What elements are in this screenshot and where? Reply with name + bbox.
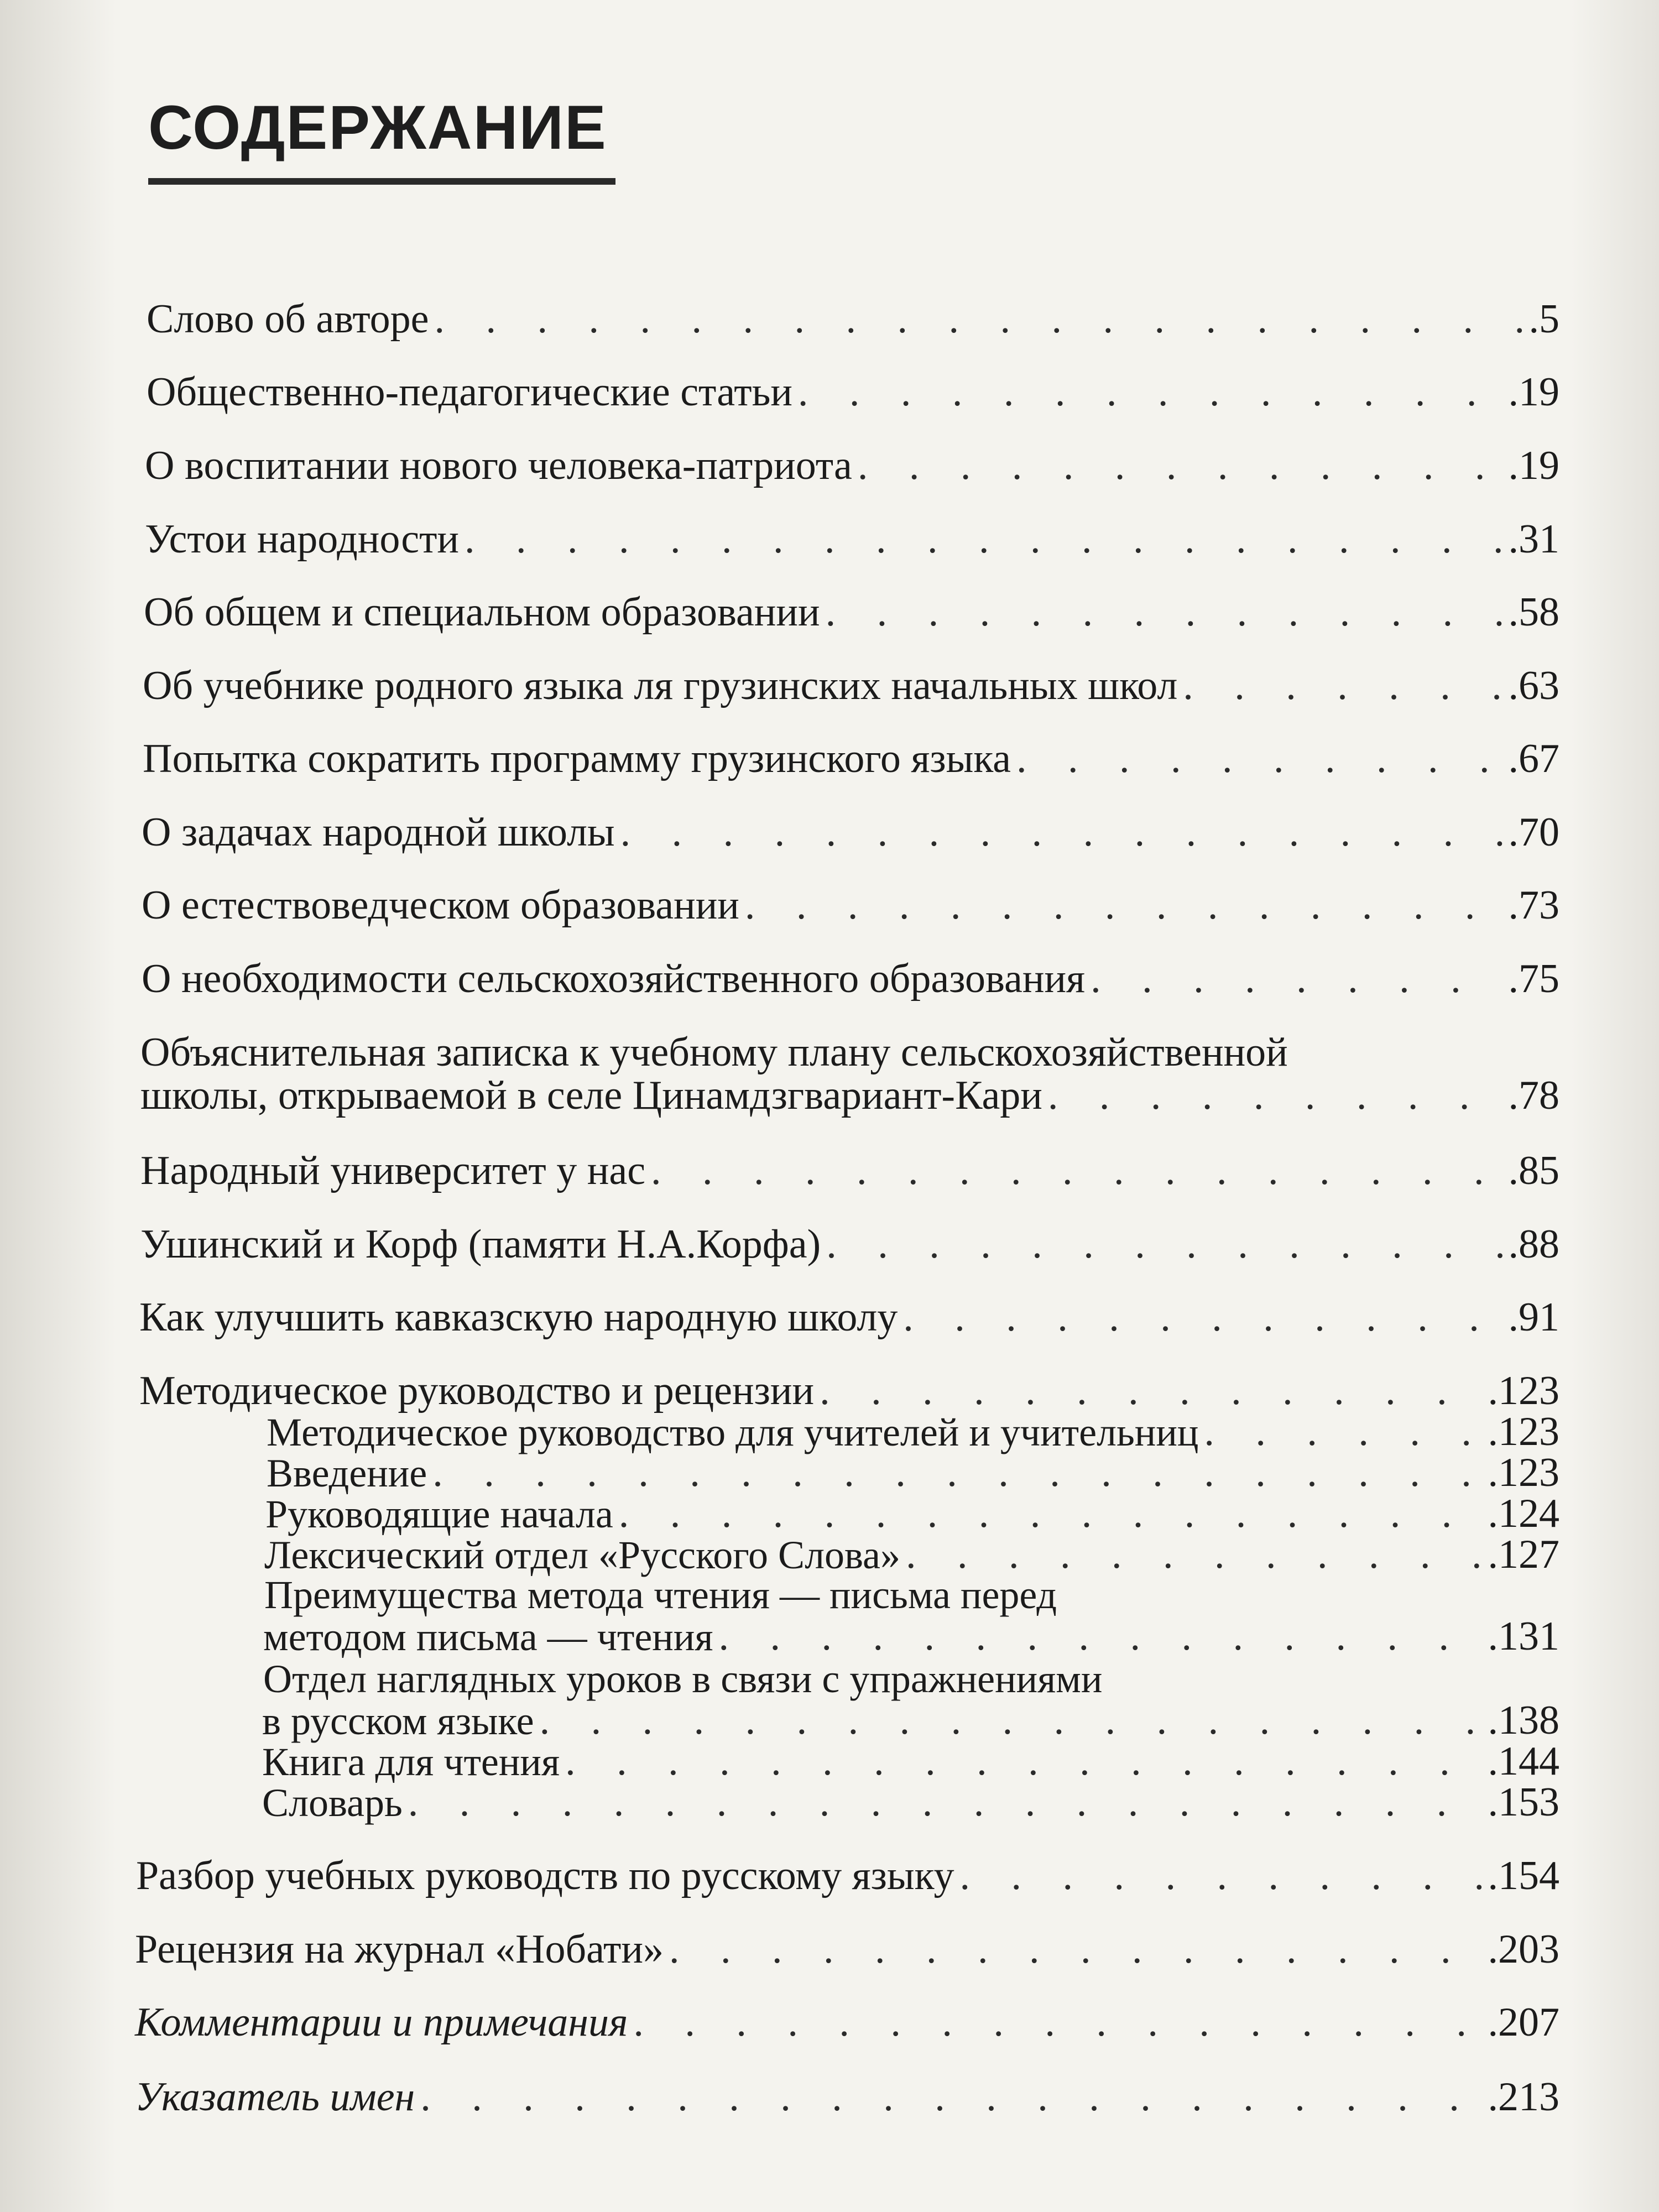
toc-entry-title: Об общем и специальном образовании	[144, 589, 820, 635]
toc-entry-page: .85	[1508, 1148, 1559, 1193]
toc-subentry	[267, 1411, 1559, 1452]
toc-entry-page: .70	[1508, 810, 1559, 855]
toc-entry-title: Об учебнике родного языка ля грузинских начальных школ	[143, 663, 1178, 708]
dot-leader	[420, 2077, 1482, 2117]
toc-entry-title: Объяснительная записка к учебному плану сельскохозяйственной	[140, 1030, 1288, 1075]
toc-subentry-title: Преимущества метода чтения — письма перед	[264, 1573, 1057, 1617]
toc-subentry	[263, 1616, 1559, 1657]
toc-subentry	[265, 1493, 1559, 1534]
page-title: СОДЕРЖАНИЕ	[148, 93, 607, 162]
toc-entry-page: .78	[1508, 1073, 1559, 1118]
dot-leader	[1091, 958, 1503, 999]
dot-leader	[651, 1150, 1503, 1191]
toc-entry	[139, 1297, 1559, 1338]
toc-entry	[142, 958, 1559, 999]
toc-subentry	[264, 1575, 1559, 1615]
toc-subentry	[262, 1782, 1559, 1823]
dot-leader	[798, 372, 1503, 413]
dot-leader	[465, 519, 1503, 560]
toc-entry	[135, 2002, 1559, 2043]
toc-entry	[139, 1370, 1559, 1411]
toc-subentry-title: Словарь	[262, 1781, 403, 1825]
toc-entry	[140, 1150, 1559, 1191]
toc-entry	[140, 1224, 1559, 1265]
dot-leader	[745, 885, 1503, 926]
toc-subentry-page: .123	[1488, 1409, 1559, 1454]
dot-leader	[540, 1700, 1483, 1741]
toc-entry-title: Ушинский и Корф (памяти Н.А.Корфа)	[140, 1222, 821, 1267]
toc-entry	[143, 665, 1559, 706]
toc-subentry-title: Отдел наглядных уроков в связи с упражнениями	[263, 1657, 1103, 1701]
toc-entry-page: .67	[1508, 736, 1559, 781]
toc-entry-title: Слово об авторе	[147, 296, 429, 342]
dot-leader	[858, 445, 1503, 486]
toc-entry-page: .31	[1508, 517, 1559, 562]
toc-subentry	[263, 1659, 1559, 1699]
dot-leader	[826, 592, 1503, 633]
toc-entry-title: Народный университет у нас	[140, 1148, 646, 1193]
dot-leader	[906, 1534, 1483, 1575]
toc-entry	[143, 738, 1559, 779]
toc-entry-page: .73	[1508, 883, 1559, 928]
dot-leader	[435, 299, 1524, 340]
toc-entry-title: Устои народности	[145, 517, 460, 562]
toc-subentry-page: .153	[1488, 1780, 1559, 1825]
toc-entry-page: .19	[1508, 369, 1559, 415]
toc-subentry-title: Книга для чтения	[262, 1740, 560, 1784]
dot-leader	[960, 1855, 1483, 1896]
toc-entry-title: О воспитании нового человека-патриота	[145, 443, 852, 488]
dot-leader	[620, 812, 1503, 853]
toc-entry	[147, 296, 1559, 342]
toc-entry-page: .75	[1508, 956, 1559, 1001]
toc-entry-title: Как улучшить кавказскую народную школу	[139, 1295, 898, 1340]
toc-entry-title: Указатель имен	[135, 2074, 415, 2120]
toc-subentry-page: .127	[1488, 1532, 1559, 1577]
toc-subentry-title: Руководящие начала	[265, 1492, 613, 1536]
toc-entry-page: .88	[1508, 1222, 1559, 1267]
toc-entry	[140, 1075, 1559, 1116]
dot-leader	[669, 1929, 1482, 1970]
toc-subentry-title-continued: в русском языке	[262, 1699, 534, 1743]
toc-entry	[140, 1032, 1559, 1073]
toc-subentry	[262, 1741, 1559, 1782]
toc-entry-title-continued: школы, открываемой в селе Цинамдзгвариант-Кари	[140, 1073, 1042, 1118]
toc-subentry-title: Методическое руководство для учителей и учительниц	[267, 1410, 1199, 1454]
toc-entry	[145, 519, 1559, 560]
dot-leader	[633, 2002, 1482, 2043]
toc-entry-title: О естествоведческом образовании	[142, 883, 739, 928]
toc-subentry-page: .123	[1488, 1450, 1559, 1495]
toc-entry	[142, 885, 1559, 926]
toc-entry-title: Общественно-педагогические статьи	[147, 369, 792, 415]
toc-entry	[135, 1929, 1559, 1970]
toc-subentry	[267, 1452, 1559, 1493]
toc-entry	[144, 589, 1559, 635]
dot-leader	[903, 1297, 1503, 1338]
toc-subentry-title-continued: методом письма — чтения	[263, 1615, 713, 1659]
toc-subentry-page: .144	[1488, 1739, 1559, 1784]
toc-subentry-page: .124	[1488, 1491, 1559, 1536]
toc-entry	[136, 1855, 1559, 1896]
dot-leader	[820, 1370, 1482, 1411]
dot-leader	[1183, 665, 1503, 706]
dot-leader	[1048, 1075, 1503, 1116]
dot-leader	[432, 1452, 1482, 1493]
dot-leader	[1204, 1411, 1482, 1452]
dot-leader	[408, 1782, 1483, 1823]
toc-subentry-page: .131	[1488, 1614, 1559, 1659]
toc-entry	[135, 2074, 1559, 2120]
dot-leader	[826, 1224, 1503, 1265]
toc-entry-title: Попытка сократить программу грузинского языка	[143, 736, 1011, 781]
toc-entry	[145, 445, 1559, 486]
toc-entry-title: Методическое руководство и рецензии	[139, 1368, 815, 1413]
toc-entry-page: .5	[1528, 296, 1559, 342]
toc-entry-title: Разбор учебных руководств по русскому языку	[136, 1853, 954, 1898]
toc-subentry-title: Лексический отдел «Русского Слова»	[264, 1533, 900, 1577]
toc-subentry-title: Введение	[267, 1451, 427, 1495]
dot-leader	[619, 1493, 1483, 1534]
dot-leader	[1016, 738, 1503, 779]
toc-entry-page: .91	[1508, 1295, 1559, 1340]
toc-subentry-page: .138	[1488, 1698, 1559, 1743]
toc-entry-page: .203	[1488, 1927, 1559, 1972]
toc-entry-title: Рецензия на журнал «Нобати»	[135, 1927, 664, 1972]
toc-entry-page: .207	[1488, 2000, 1559, 2045]
toc-entry-page: .154	[1488, 1853, 1559, 1898]
toc-entry	[142, 812, 1559, 853]
toc-subentry	[264, 1534, 1559, 1575]
toc-entry-page: .213	[1488, 2074, 1559, 2120]
toc-subentry	[262, 1700, 1559, 1741]
toc-entry-page: .58	[1508, 589, 1559, 635]
toc-entry-page: .123	[1488, 1368, 1559, 1413]
dot-leader	[718, 1616, 1482, 1657]
dot-leader	[565, 1741, 1482, 1782]
toc-entry-title: О задачах народной школы	[142, 810, 615, 855]
toc-entry	[147, 369, 1559, 415]
toc-entry-title: О необходимости сельскохозяйственного образования	[142, 956, 1086, 1001]
toc-entry-page: .63	[1508, 663, 1559, 708]
toc-entry-title: Комментарии и примечания	[135, 2000, 628, 2045]
toc-entry-page: .19	[1508, 443, 1559, 488]
